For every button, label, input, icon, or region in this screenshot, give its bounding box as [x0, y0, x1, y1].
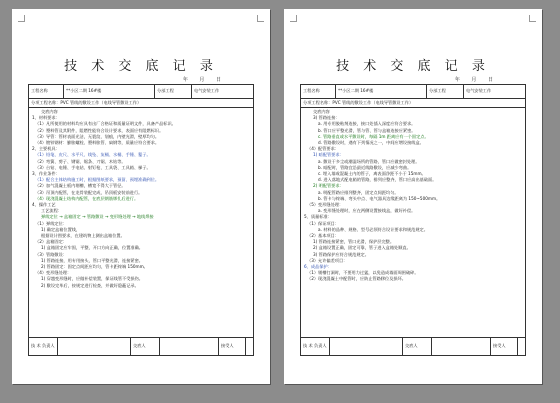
- content-line: （3）台钻、电锤、手电钻、射钉枪、工具袋、工具箱、梯子。: [35, 164, 151, 170]
- content-line: （2）盒箱固定：: [35, 239, 67, 245]
- content-line: 弹线定位 → 盒箱固定 → 管路敷设 → 变形缝处理 → 地线焊接: [41, 214, 154, 220]
- document-title: 技 术 交 底 记 录: [336, 59, 490, 74]
- subject-value: PVC 管线的敷设工作（电线导管敷设工作）: [60, 99, 142, 105]
- content-line: 3、作业条件：: [32, 171, 60, 177]
- content-line: （2）塑料管及其附件，阻燃性能符合设计要求，表面应有阻燃标识。: [35, 127, 164, 133]
- content-line: 1、材料要求：: [32, 115, 60, 121]
- crop-mark: [290, 15, 297, 22]
- content-line: b. 管口应平整光滑，管与管、管与盒箱连接应紧密。: [318, 127, 416, 133]
- content-line: （4）镀锌钢材：膨胀螺栓、塑料胀管、扁钢等，质量应符合要求。: [35, 140, 160, 146]
- content-line: 根据设计图要求，在建筑物上测出盒箱位置。: [41, 233, 125, 239]
- tech-lead-label: 技 术 负责人: [29, 338, 58, 355]
- content-line: （3）吊顶内配管，在龙骨装配完成，吊顶板安装前进行。: [35, 189, 143, 195]
- discloser-signature: [432, 338, 491, 355]
- header-row: [301, 85, 525, 99]
- footer-row: [301, 337, 525, 355]
- category-label: 分部工程: [427, 85, 464, 98]
- tech-lead-label: 技 术 负责人: [301, 338, 330, 355]
- subject-row: [301, 99, 525, 108]
- content-line: （4）变形缝处理：: [35, 270, 72, 276]
- discloser-label: 交底人: [403, 338, 432, 355]
- disclosure-form: [300, 84, 526, 356]
- subject-row: [29, 99, 253, 108]
- content-line: c. 埋入墙或混凝土内的管子，离表面净距不小于 15mm。: [318, 171, 426, 177]
- footer-row: [29, 337, 253, 355]
- content-line: （1）弹线定位：: [35, 220, 67, 226]
- content-line: a. 用专用胶粘剂连接，接口处插入深度应符合要求。: [318, 121, 416, 127]
- content-line: （2）加气混凝土板内剔槽，槽宽不得大于管径。: [35, 183, 126, 189]
- content-line: （2）弯簧、剪子、钢锯、锯条、刀锯、木钻等。: [35, 158, 126, 164]
- subject-value: PVC 管线的敷设工作（电线导管敷设工作）: [332, 99, 414, 105]
- content-line: 2) 管路固定：固定点间距应均匀，管卡距终端 150mm。: [41, 264, 148, 270]
- content-line: a. 敷设于多尘或潮湿场所的管路，管口应做密封处理。: [318, 158, 420, 164]
- project-label: 工程名称: [29, 85, 64, 98]
- project-value: **小区二期 16#楼: [64, 85, 155, 98]
- content-line: a. 材料的品种、规格、型号必须符合设计要求和规范规定。: [318, 226, 428, 232]
- content-line: （3）导管：管材表面光洁，无裂纹、划痕，内壁光滑，壁厚均匀。: [35, 133, 160, 139]
- content-line: d. 进入落地式配电箱的管路，排列应整齐，管口应高出基础面。: [318, 177, 437, 183]
- content-line: d. 管路敷设时，遇有下列情况之一，中间应增设接线盒。: [318, 140, 424, 146]
- tech-lead-signature: [330, 338, 403, 355]
- content-line: 5、质量标准：: [304, 214, 332, 220]
- disclosure-form: [28, 84, 254, 356]
- content-line: 2) 敷设完毕后，按规定进行检查，并做好隐蔽记录。: [41, 282, 139, 288]
- tech-lead-signature: [58, 338, 131, 355]
- category-value: 电气安装工作: [466, 88, 492, 94]
- content-line: 1) 盒箱固定应牢固，平整，开口方向正确，位置准确。: [41, 245, 143, 251]
- content-line: b. 管卡与终端、弯头中点、电气器具边缘距离为 150~500mm。: [318, 195, 441, 201]
- content-line: （1）剔槽打洞时，不要用力过猛，以免造成墙面周围破碎。: [307, 270, 419, 276]
- receiver-label: 接受人: [219, 338, 246, 355]
- header-row: [29, 85, 253, 99]
- content-line: 交底内容: [313, 109, 330, 114]
- content-body: [29, 108, 253, 326]
- content-line: （1）保证项目：: [307, 220, 339, 226]
- content-line: 3) 管路保护应符合规范规定。: [313, 251, 369, 257]
- content-line: 1) 管路连接紧密，管口光滑，保护层完整。: [313, 239, 395, 245]
- discloser-signature: [160, 338, 219, 355]
- document-page-2: [284, 9, 542, 384]
- content-line: （2）基本项目：: [307, 233, 339, 239]
- receiver-signature: [518, 338, 525, 355]
- content-line: 2、主要机具：: [32, 146, 60, 152]
- content-line: a. 变形缝处理时，应在两侧设置接线盒，做好补偿。: [318, 208, 416, 214]
- content-line: （1）铅笔、皮尺、水平尺、线坠、灰桶、水桶、手锤、錾子。: [35, 152, 151, 158]
- subject-label: 分项工程名称：: [303, 99, 333, 105]
- content-line: （1）凡所使用的材料均应具有出厂合格证和质量证明文件，具备产品标识。: [35, 121, 176, 127]
- receiver-label: 接受人: [491, 338, 518, 355]
- content-line: 1) 管路连接，用专用接头，管口平整光滑，连接紧密。: [41, 257, 143, 263]
- content-line: 2) 盒箱设置正确，固定可靠，管子进入盒箱处顺直。: [313, 245, 411, 251]
- content-line: 交底内容: [41, 109, 58, 114]
- crop-mark: [18, 15, 25, 22]
- content-line: b. 暗配时，管路宜沿最近线路敷设，应减少弯曲。: [318, 164, 412, 170]
- content-line: 2) 明配管要求：: [313, 183, 344, 189]
- crop-mark: [529, 15, 536, 22]
- project-label: 工程名称: [301, 85, 336, 98]
- content-line: （4）配管要求：: [307, 146, 339, 152]
- content-line: （3）管路敷设：: [35, 251, 67, 257]
- discloser-label: 交底人: [131, 338, 160, 355]
- content-line: 6、成品保护：: [304, 264, 332, 270]
- content-line: 1) 穿越变形缝时，应做补偿装置，保证线管不受损伤。: [41, 276, 143, 282]
- document-title: 技 术 交 底 记 录: [64, 59, 218, 74]
- receiver-signature: [246, 338, 253, 355]
- content-line: （4）现浇混凝土结构内配管，在底层钢筋绑扎后进行。: [35, 195, 139, 201]
- content-line: a. 明配管路应排列整齐，固定点间距均匀。: [318, 189, 399, 195]
- crop-mark: [257, 15, 264, 22]
- content-line: （2）现浇混凝土中配管时，应防止管路移位及损坏。: [307, 276, 406, 282]
- content-line: （3）允许偏差项目：: [307, 257, 348, 263]
- content-line: 3) 管路连接：: [313, 115, 340, 121]
- content-line: 工艺流程：: [41, 208, 62, 214]
- content-line: 4、操作工艺: [32, 202, 56, 208]
- date-line: 年 月 日: [182, 77, 226, 83]
- document-page-1: [12, 9, 270, 384]
- subject-label: 分项工程名称：: [31, 99, 61, 105]
- content-line: （1）配合主体结构施工时，根据图纸要求，预留、预埋准确到位。: [35, 177, 160, 183]
- content-line: c. 管路垂直或水平敷设时，每隔 1m 距离应有一个固定点。: [318, 133, 429, 139]
- content-line: 1) 暗配管要求：: [313, 152, 344, 158]
- content-body: [301, 108, 525, 326]
- category-value: 电气安装工作: [194, 88, 220, 94]
- content-line: （5）变形缝处理：: [307, 202, 344, 208]
- category-label: 分部工程: [155, 85, 192, 98]
- project-value: **小区二期 16#楼: [336, 85, 427, 98]
- date-line: 年 月 日: [454, 77, 498, 83]
- content-line: 1) 确定盒箱位置线，: [41, 226, 81, 232]
